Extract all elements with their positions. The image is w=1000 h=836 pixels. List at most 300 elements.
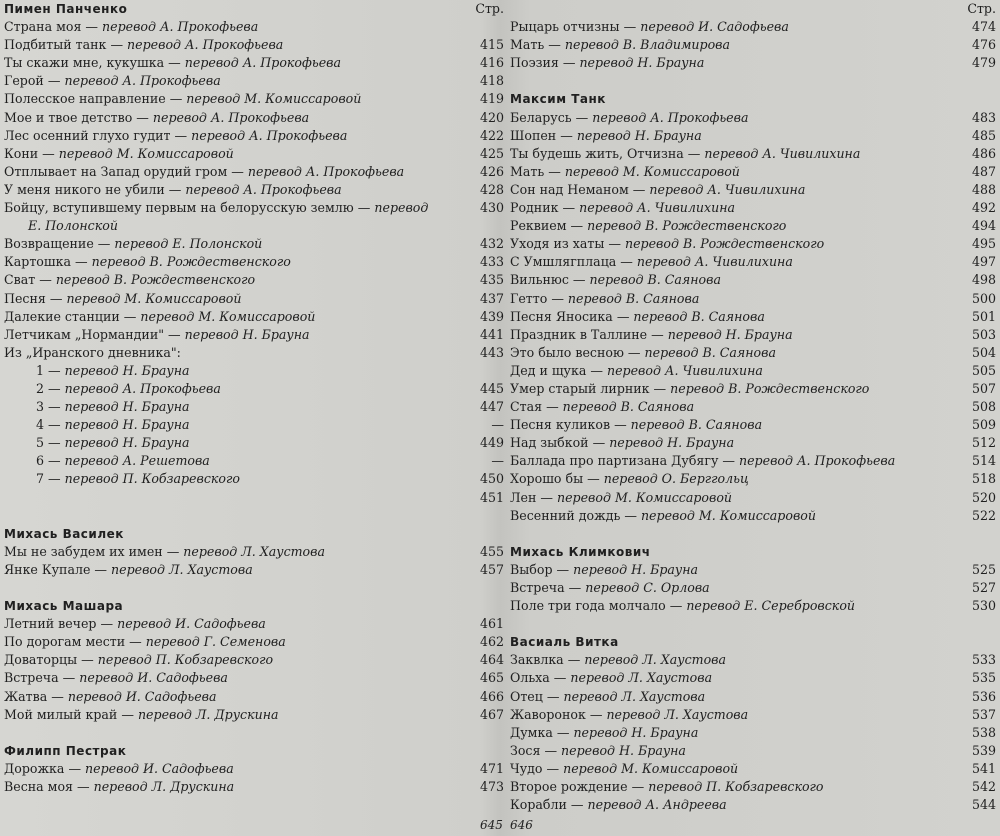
toc-entry	[4, 36, 504, 54]
entry-translator: перевод А. Чивилихина	[649, 181, 806, 197]
entry-text	[4, 669, 228, 687]
entry-translator: перевод Л. Друскина	[93, 779, 235, 795]
toc-column-right	[510, 0, 996, 814]
page-ref: 492	[971, 200, 996, 216]
entry-text	[510, 109, 748, 127]
author-heading	[4, 0, 504, 18]
entry-translator: перевод М. Комиссаровой	[140, 308, 316, 324]
entry-text	[510, 36, 730, 54]
entry-dash: —	[623, 344, 645, 360]
entry-dash: —	[93, 236, 115, 252]
entry-dash: —	[610, 417, 631, 433]
entry-dash: —	[47, 688, 68, 704]
entry-text	[4, 90, 361, 108]
entry-dash: —	[536, 489, 557, 505]
entry-translator: перевод А. Прокофьева	[64, 380, 221, 396]
page-ref: 527	[971, 580, 996, 595]
toc-entry	[4, 217, 504, 235]
entry-dash: —	[683, 145, 705, 161]
toc-entry	[510, 597, 996, 615]
entry-dash: —	[227, 163, 248, 179]
page-number-left: 645	[480, 818, 503, 832]
entry-text	[510, 308, 765, 326]
entry-title: Страна моя	[4, 19, 82, 35]
page-ref: 466	[479, 688, 504, 704]
toc-entry	[4, 669, 504, 687]
entry-translator: перевод А. Прокофьева	[64, 73, 221, 89]
entry-title: Ольха	[510, 670, 550, 686]
entry-text	[4, 543, 325, 561]
entry-text	[4, 561, 253, 579]
entry-dash: —	[563, 652, 585, 668]
toc-entry	[4, 452, 504, 470]
page-ref: 487	[971, 163, 996, 179]
entry-title: Дорожка	[4, 760, 65, 776]
toc-entry	[4, 344, 504, 362]
entry-translator: перевод И. Садофьева	[67, 688, 217, 704]
author-name: Филипп Пестрак	[4, 743, 127, 758]
entry-title: Встреча	[510, 580, 565, 595]
entry-dash: —	[544, 163, 565, 179]
entry-text	[510, 597, 855, 615]
section-gap	[510, 615, 996, 633]
entry-dash: —	[106, 37, 128, 53]
entry-dash: —	[117, 706, 138, 722]
entry-translator: перевод В. Саянова	[630, 417, 763, 433]
entry-title: Реквием	[510, 218, 567, 234]
entry-text	[510, 434, 734, 452]
page-ref: Стр.	[967, 1, 996, 16]
entry-text	[510, 199, 735, 217]
entry-translator: перевод М. Комиссаровой	[564, 163, 740, 179]
toc-entry	[4, 271, 504, 289]
toc-entry	[4, 18, 504, 36]
entry-translator: перевод А. Прокофьева	[184, 55, 342, 71]
entry-text	[4, 199, 428, 217]
page-ref: 422	[479, 127, 504, 143]
entry-title: Ты будешь жить, Отчизна	[510, 145, 684, 161]
entry-translator: перевод А. Прокофьева	[738, 453, 896, 469]
entry-translator: перевод В. Саянова	[567, 290, 700, 306]
section-gap	[4, 724, 504, 742]
entry-title: Баллада про партизана Дубягу	[510, 453, 719, 469]
entry-title: По дорогам мести	[4, 634, 126, 650]
entry-translator: перевод А. Решетова	[64, 453, 210, 469]
entry-text	[510, 669, 712, 687]
page-ref: 471	[479, 760, 504, 776]
toc-entry	[510, 36, 996, 54]
entry-translator: перевод М. Комиссаровой	[556, 489, 733, 505]
page-ref: —	[491, 417, 504, 433]
entry-text	[4, 633, 286, 651]
page-ref: 433	[479, 254, 504, 270]
entry-translator: перевод И. Садофьева	[79, 670, 228, 686]
entry-title: Лес осенний глухо гудит	[4, 127, 171, 143]
author-heading	[4, 742, 504, 760]
toc-entry	[4, 109, 504, 127]
page-ref: 500	[971, 290, 996, 306]
entry-title: Из „Иранского дневника":	[4, 344, 181, 360]
entry-text	[510, 489, 732, 507]
toc-entry	[510, 434, 996, 452]
entry-text	[36, 398, 190, 416]
toc-entry	[510, 253, 996, 271]
entry-translator: перевод И. Садофьева	[117, 616, 266, 632]
entry-title: Кони	[4, 145, 39, 161]
entry-translator: перевод Л. Хаустова	[183, 543, 325, 559]
author-heading	[4, 597, 504, 615]
entry-title: Дед и щука	[510, 362, 587, 378]
entry-translator: перевод А. Чивилихина	[636, 254, 793, 270]
entry-dash: —	[96, 616, 118, 632]
entry-dash: —	[549, 670, 571, 686]
entry-text	[4, 36, 283, 54]
entry-title: Полесское направление	[4, 91, 166, 107]
entry-translator: перевод А. Прокофьева	[152, 109, 310, 125]
toc-entry	[4, 380, 504, 398]
entry-text	[4, 778, 234, 796]
toc-entry	[4, 416, 504, 434]
entry-dash: —	[542, 688, 564, 704]
page-ref: 483	[971, 109, 996, 125]
page-ref: 455	[479, 543, 504, 559]
toc-entry	[510, 742, 996, 760]
toc-entry	[510, 651, 996, 669]
toc-entry	[510, 507, 996, 525]
entry-title: Чудо	[510, 760, 543, 776]
page-ref: 445	[479, 380, 504, 396]
entry-dash: —	[558, 200, 580, 216]
entry-title: Бойцу, вступившему первым на белорусскую землю	[4, 200, 354, 216]
entry-translator: перевод Л. Хаустова	[584, 652, 726, 668]
entry-dash: —	[612, 308, 634, 324]
entry-title: Умер старый лирник	[510, 380, 650, 396]
toc-entry	[510, 235, 996, 253]
entry-title: 2	[36, 380, 45, 396]
entry-translator: перевод В. Саянова	[633, 308, 765, 324]
entry-text	[510, 163, 740, 181]
entry-text	[510, 217, 786, 235]
entry-dash: —	[628, 181, 650, 197]
entry-title: Сон над Неманом	[510, 181, 629, 197]
page-ref: 509	[971, 417, 996, 433]
entry-dash: —	[164, 55, 185, 71]
entry-title: Выбор	[510, 561, 553, 577]
entry-text	[510, 344, 776, 362]
entry-text	[510, 507, 816, 525]
entry-title: Весенний дождь	[510, 507, 621, 523]
toc-entry	[4, 651, 504, 669]
page-ref: 461	[479, 616, 504, 632]
entry-dash: —	[64, 760, 86, 776]
entry-text	[510, 778, 824, 796]
page-ref: 464	[479, 652, 504, 668]
entry-title: Это было весною	[510, 344, 624, 360]
entry-title: Лен	[510, 489, 537, 505]
entry-translator: перевод Л. Хаустова	[111, 561, 253, 577]
entry-translator: перевод А. Чивилихина	[606, 362, 763, 378]
entry-title: Песня куликов	[510, 417, 611, 433]
entry-title: 4	[36, 417, 45, 433]
entry-dash: —	[43, 73, 65, 89]
page-ref: 476	[971, 37, 996, 53]
entry-dash: —	[588, 435, 610, 451]
page-ref: 450	[479, 471, 504, 487]
entry-dash: —	[647, 326, 668, 342]
toc-entry	[4, 778, 504, 796]
toc-entry	[4, 434, 504, 452]
page-ref: 542	[971, 779, 996, 795]
entry-title: Поле три года молчало	[510, 598, 666, 614]
page-ref: 479	[971, 55, 996, 71]
entry-dash: —	[556, 127, 577, 143]
entry-title: Летчикам „Нормандии"	[4, 326, 165, 342]
entry-text	[510, 290, 699, 308]
page-ref: 514	[971, 453, 996, 469]
page-ref: 539	[971, 742, 996, 758]
entry-translator: перевод А. Андреева	[587, 797, 727, 813]
entry-text	[510, 235, 824, 253]
entry-title: Хорошо бы	[510, 471, 584, 487]
entry-dash: —	[353, 200, 375, 216]
entry-translator: перевод О. Берггольц	[603, 471, 749, 487]
page-ref: 449	[479, 435, 504, 451]
toc-entry	[4, 181, 504, 199]
page-ref: 488	[971, 181, 996, 197]
author-heading	[510, 90, 996, 108]
entry-title: Песня	[4, 290, 46, 306]
entry-title: Отплывает на Запад орудий гром	[4, 163, 228, 179]
entry-dash: —	[170, 127, 192, 143]
entry-text	[510, 452, 895, 470]
entry-translator: перевод В. Саянова	[644, 344, 776, 360]
entry-dash: —	[544, 37, 565, 53]
entry-translator: перевод А. Прокофьева	[191, 127, 348, 143]
page-ref: 533	[971, 652, 996, 668]
entry-translator: перевод Е. Полонской	[114, 236, 263, 252]
entry-dash: —	[568, 272, 590, 288]
toc-column-left	[4, 0, 504, 796]
entry-text	[36, 380, 221, 398]
entry-dash: —	[73, 779, 94, 795]
toc-entry	[4, 706, 504, 724]
toc-entry	[510, 380, 996, 398]
entry-translator: перевод П. Кобзаревского	[648, 779, 824, 795]
author-name: Михась Климкович	[510, 544, 651, 559]
entry-title: 7	[36, 471, 45, 487]
entry-translator: перевод В. Рождественского	[587, 218, 787, 234]
entry-dash: —	[70, 254, 92, 270]
entry-title: Мой милый край	[4, 706, 118, 722]
page-ref: 498	[971, 272, 996, 288]
entry-translator: перевод Н. Брауна	[64, 399, 190, 415]
entry-text	[4, 308, 315, 326]
toc-entry	[510, 199, 996, 217]
entry-title: Думка	[510, 724, 553, 740]
toc-entry	[510, 669, 996, 687]
entry-text	[510, 362, 763, 380]
entry-dash: —	[125, 634, 146, 650]
entry-translator: перевод Л. Хаустова	[570, 670, 713, 686]
entry-title: 1	[36, 362, 45, 378]
author-name: Михась Василек	[4, 526, 124, 541]
entry-dash: —	[45, 290, 67, 306]
entry-translator: перевод Н. Брауна	[573, 724, 699, 740]
page-ref: 495	[971, 236, 996, 252]
toc-entry	[510, 145, 996, 163]
page-ref: 457	[479, 561, 504, 577]
page-ref: 474	[971, 19, 996, 35]
toc-entry	[510, 290, 996, 308]
toc-entry	[4, 362, 504, 380]
entry-dash: —	[77, 652, 98, 668]
entry-dash: —	[44, 471, 65, 487]
entry-title: 5	[36, 435, 45, 451]
entry-text	[510, 724, 698, 742]
entry-text	[4, 326, 310, 344]
toc-entry	[510, 127, 996, 145]
entry-dash: —	[81, 19, 103, 35]
page-ref: 503	[971, 326, 996, 342]
page-ref: 522	[971, 507, 996, 523]
entry-dash: —	[547, 290, 568, 306]
page-ref: 530	[971, 598, 996, 614]
entry-translator: перевод Н. Брауна	[64, 435, 190, 451]
entry-text	[4, 615, 266, 633]
entry-dash: —	[38, 145, 59, 161]
entry-dash: —	[718, 453, 739, 469]
entry-title: Вильнюс	[510, 272, 569, 288]
page-ref: 432	[479, 236, 504, 252]
entry-translator: перевод В. Владимирова	[564, 37, 730, 53]
toc-entry	[4, 561, 504, 579]
page-ref: 544	[971, 797, 996, 813]
entry-title: Жатва	[4, 688, 48, 704]
entry-title: Шопен	[510, 127, 557, 143]
entry-text	[4, 109, 309, 127]
toc-entry	[510, 109, 996, 127]
entry-dash: —	[604, 236, 625, 252]
entry-translator: перевод Н. Брауна	[609, 435, 735, 451]
entry-title: Родник	[510, 200, 559, 216]
entry-text	[510, 470, 749, 488]
entry-dash: —	[44, 417, 65, 433]
entry-dash: —	[566, 797, 588, 813]
entry-translator: перевод В. Саянова	[562, 399, 695, 415]
entry-text	[510, 688, 705, 706]
entry-translator: перевод М. Комиссаровой	[66, 290, 242, 306]
entry-dash: —	[540, 742, 562, 758]
page-ref: 467	[479, 706, 504, 722]
entry-translator: перевод Н. Брауна	[64, 417, 190, 433]
entry-translator: перевод М. Комиссаровой	[186, 91, 362, 107]
toc-entry	[4, 90, 504, 108]
toc-entry	[4, 543, 504, 561]
toc-entry	[510, 271, 996, 289]
entry-title: Картошка	[4, 254, 71, 270]
toc-entry	[4, 308, 504, 326]
entry-title: Возвращение	[4, 236, 94, 252]
page-ref: 486	[971, 145, 996, 161]
entry-text	[4, 163, 404, 181]
entry-title: Мы не забудем их имен	[4, 543, 163, 559]
page-number-right: 646	[510, 818, 533, 832]
entry-dash: —	[44, 453, 65, 469]
page-ref: 485	[971, 127, 996, 143]
entry-dash: —	[132, 109, 153, 125]
entry-title: Отец	[510, 688, 543, 704]
entry-translator: перевод В. Рождественского	[624, 236, 825, 252]
page-ref: 538	[971, 724, 996, 740]
entry-translator: перевод	[374, 200, 429, 216]
toc-entry	[510, 778, 996, 796]
entry-dash: —	[164, 181, 186, 197]
entry-text	[36, 452, 210, 470]
entry-text	[4, 253, 291, 271]
entry-title: Летний вечер	[4, 616, 97, 632]
page-ref: 428	[479, 181, 504, 197]
entry-dash: —	[44, 399, 65, 415]
toc-entry	[510, 452, 996, 470]
toc-entry	[4, 688, 504, 706]
entry-text	[510, 271, 721, 289]
entry-text	[4, 651, 273, 669]
entry-dash: —	[44, 380, 65, 396]
entry-translator: перевод А. Прокофьева	[185, 181, 342, 197]
entry-dash: —	[119, 308, 141, 324]
page-ref: 525	[971, 561, 996, 577]
entry-text	[36, 362, 190, 380]
entry-translator: перевод А. Прокофьева	[127, 37, 284, 53]
toc-entry	[510, 796, 996, 814]
entry-text	[4, 235, 262, 253]
entry-text	[510, 579, 710, 597]
page-ref: 512	[971, 435, 996, 451]
entry-text	[510, 742, 686, 760]
entry-dash: —	[566, 218, 588, 234]
page-ref: Стр.	[475, 1, 504, 16]
entry-translator: перевод Н. Брауна	[576, 127, 702, 143]
entry-text	[4, 72, 221, 90]
page-ref: 518	[971, 471, 996, 487]
entry-title: Весна моя	[4, 779, 73, 795]
entry-text	[510, 651, 726, 669]
entry-title: Рыцарь отчизны	[510, 19, 620, 35]
entry-dash: —	[35, 272, 56, 288]
entry-dash: —	[552, 561, 574, 577]
toc-entry	[510, 344, 996, 362]
entry-dash: —	[583, 471, 604, 487]
toc-entry	[510, 416, 996, 434]
entry-text	[510, 796, 727, 814]
entry-dash: —	[164, 326, 185, 342]
entry-dash: —	[58, 670, 80, 686]
page-ref: 520	[971, 489, 996, 505]
section-gap	[510, 525, 996, 543]
page-ref: 419	[479, 91, 504, 107]
entry-title: Мать	[510, 163, 545, 179]
entry-translator: перевод М. Комиссаровой	[563, 760, 739, 776]
entry-translator: перевод Н. Брауна	[561, 742, 686, 758]
entry-title: Уходя из хаты	[510, 236, 605, 252]
page-ref: 462	[479, 634, 504, 650]
page-ref: 430	[479, 200, 504, 216]
entry-dash: —	[620, 507, 641, 523]
entry-translator: перевод Н. Брауна	[184, 326, 310, 342]
toc-entry	[510, 724, 996, 742]
page-ref: 507	[971, 380, 996, 396]
toc-entry	[4, 54, 504, 72]
